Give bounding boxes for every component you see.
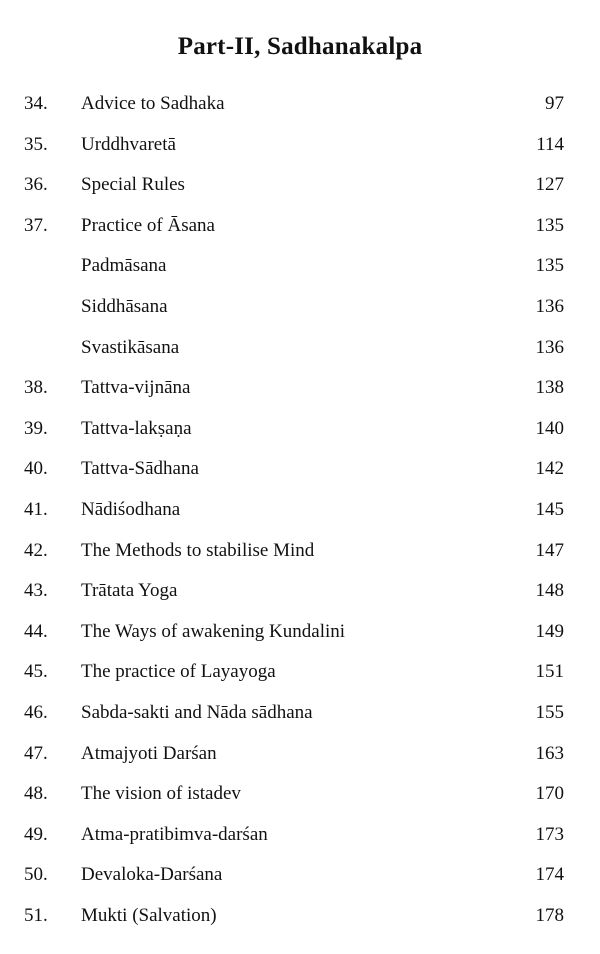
toc-entry [0, 206, 600, 247]
entry-title: The Ways of awakening Kundalini [81, 620, 346, 642]
toc-entry [0, 571, 600, 612]
toc-entry [0, 734, 600, 775]
entry-page-number: 147 [535, 539, 564, 561]
entry-title: Practice of Āsana [81, 214, 215, 236]
entry-page-number: 138 [535, 377, 564, 399]
entry-page-number: 170 [535, 783, 564, 805]
entry-number: 46. [24, 701, 48, 723]
entry-title: Tattva-Sādhana [81, 458, 199, 480]
entry-page-number: 174 [535, 864, 564, 886]
entry-title: The practice of Layayoga [81, 661, 276, 683]
entry-title: Svastikāsana [81, 336, 180, 358]
toc-entry [0, 815, 600, 856]
entry-page-number: 178 [535, 904, 564, 926]
entry-title: Mukti (Salvation) [81, 904, 217, 926]
entry-number: 47. [24, 742, 48, 764]
entry-number: 41. [24, 498, 48, 520]
entry-number: 36. [24, 174, 48, 196]
entry-page-number: 140 [535, 417, 564, 439]
entry-title: Sabda-sakti and Nāda sādhana [81, 701, 313, 723]
entry-title: Advice to Sadhaka [81, 93, 225, 114]
entry-number: 44. [24, 620, 48, 642]
entry-title: The Methods to stabilise Mind [81, 539, 315, 561]
toc-entry [0, 125, 600, 166]
entry-page-number: 135 [535, 214, 564, 236]
toc-entry [0, 652, 600, 693]
toc-entry [0, 287, 600, 328]
entry-page-number: 97 [545, 93, 564, 114]
toc-entry [0, 368, 600, 409]
entry-page-number: 148 [535, 580, 564, 602]
toc-entry [0, 84, 600, 125]
entry-number: 42. [24, 539, 48, 561]
entry-number: 39. [24, 417, 48, 439]
entry-title: Siddhāsana [81, 295, 168, 317]
toc-entry [0, 896, 600, 937]
entry-title: Padmāsana [81, 255, 167, 277]
toc-entry [0, 246, 600, 287]
entry-number: 38. [24, 377, 48, 399]
entry-page-number: 136 [535, 336, 564, 358]
entry-page-number: 173 [535, 823, 564, 845]
entry-title: Devaloka-Darśana [81, 864, 223, 886]
toc-entry [0, 490, 600, 531]
entry-number: 48. [24, 783, 48, 805]
toc-entry [0, 328, 600, 369]
toc-entry [0, 774, 600, 815]
table-of-contents [0, 84, 600, 936]
entry-number: 40. [24, 458, 48, 480]
entry-number: 37. [24, 214, 48, 236]
toc-entry [0, 449, 600, 490]
entry-title: Special Rules [81, 174, 185, 196]
entry-title: Tattva-lakṣaṇa [81, 417, 192, 439]
page-title: Part-II, Sadhanakalpa [177, 33, 423, 60]
entry-page-number: 136 [535, 295, 564, 317]
entry-number: 50. [24, 864, 48, 886]
entry-number: 45. [24, 661, 48, 683]
toc-entry [0, 531, 600, 572]
entry-number: 35. [24, 133, 48, 155]
entry-page-number: 127 [535, 174, 564, 196]
entry-title: Trātata Yoga [81, 580, 178, 602]
entry-page-number: 142 [535, 458, 564, 480]
toc-entry [0, 855, 600, 896]
entry-page-number: 163 [535, 742, 564, 764]
entry-title: The vision of istadev [81, 783, 241, 805]
entry-page-number: 155 [535, 701, 564, 723]
entry-title: Atma-pratibimva-darśan [81, 823, 268, 845]
entry-number: 34. [24, 93, 48, 114]
entry-number: 51. [24, 904, 48, 926]
entry-title: Atmajyoti Darśan [81, 742, 217, 764]
toc-entry [0, 165, 600, 206]
toc-entry [0, 409, 600, 450]
entry-page-number: 145 [535, 498, 564, 520]
entry-page-number: 135 [535, 255, 564, 277]
entry-number: 49. [24, 823, 48, 845]
toc-entry [0, 612, 600, 653]
entry-title: Nādiśodhana [81, 498, 181, 520]
entry-page-number: 151 [535, 661, 564, 683]
entry-number: 43. [24, 580, 48, 602]
entry-page-number: 149 [535, 620, 564, 642]
entry-title: Urddhvaretā [81, 133, 176, 155]
entry-title: Tattva-vijnāna [81, 377, 191, 399]
entry-page-number: 114 [536, 133, 564, 155]
toc-entry [0, 693, 600, 734]
